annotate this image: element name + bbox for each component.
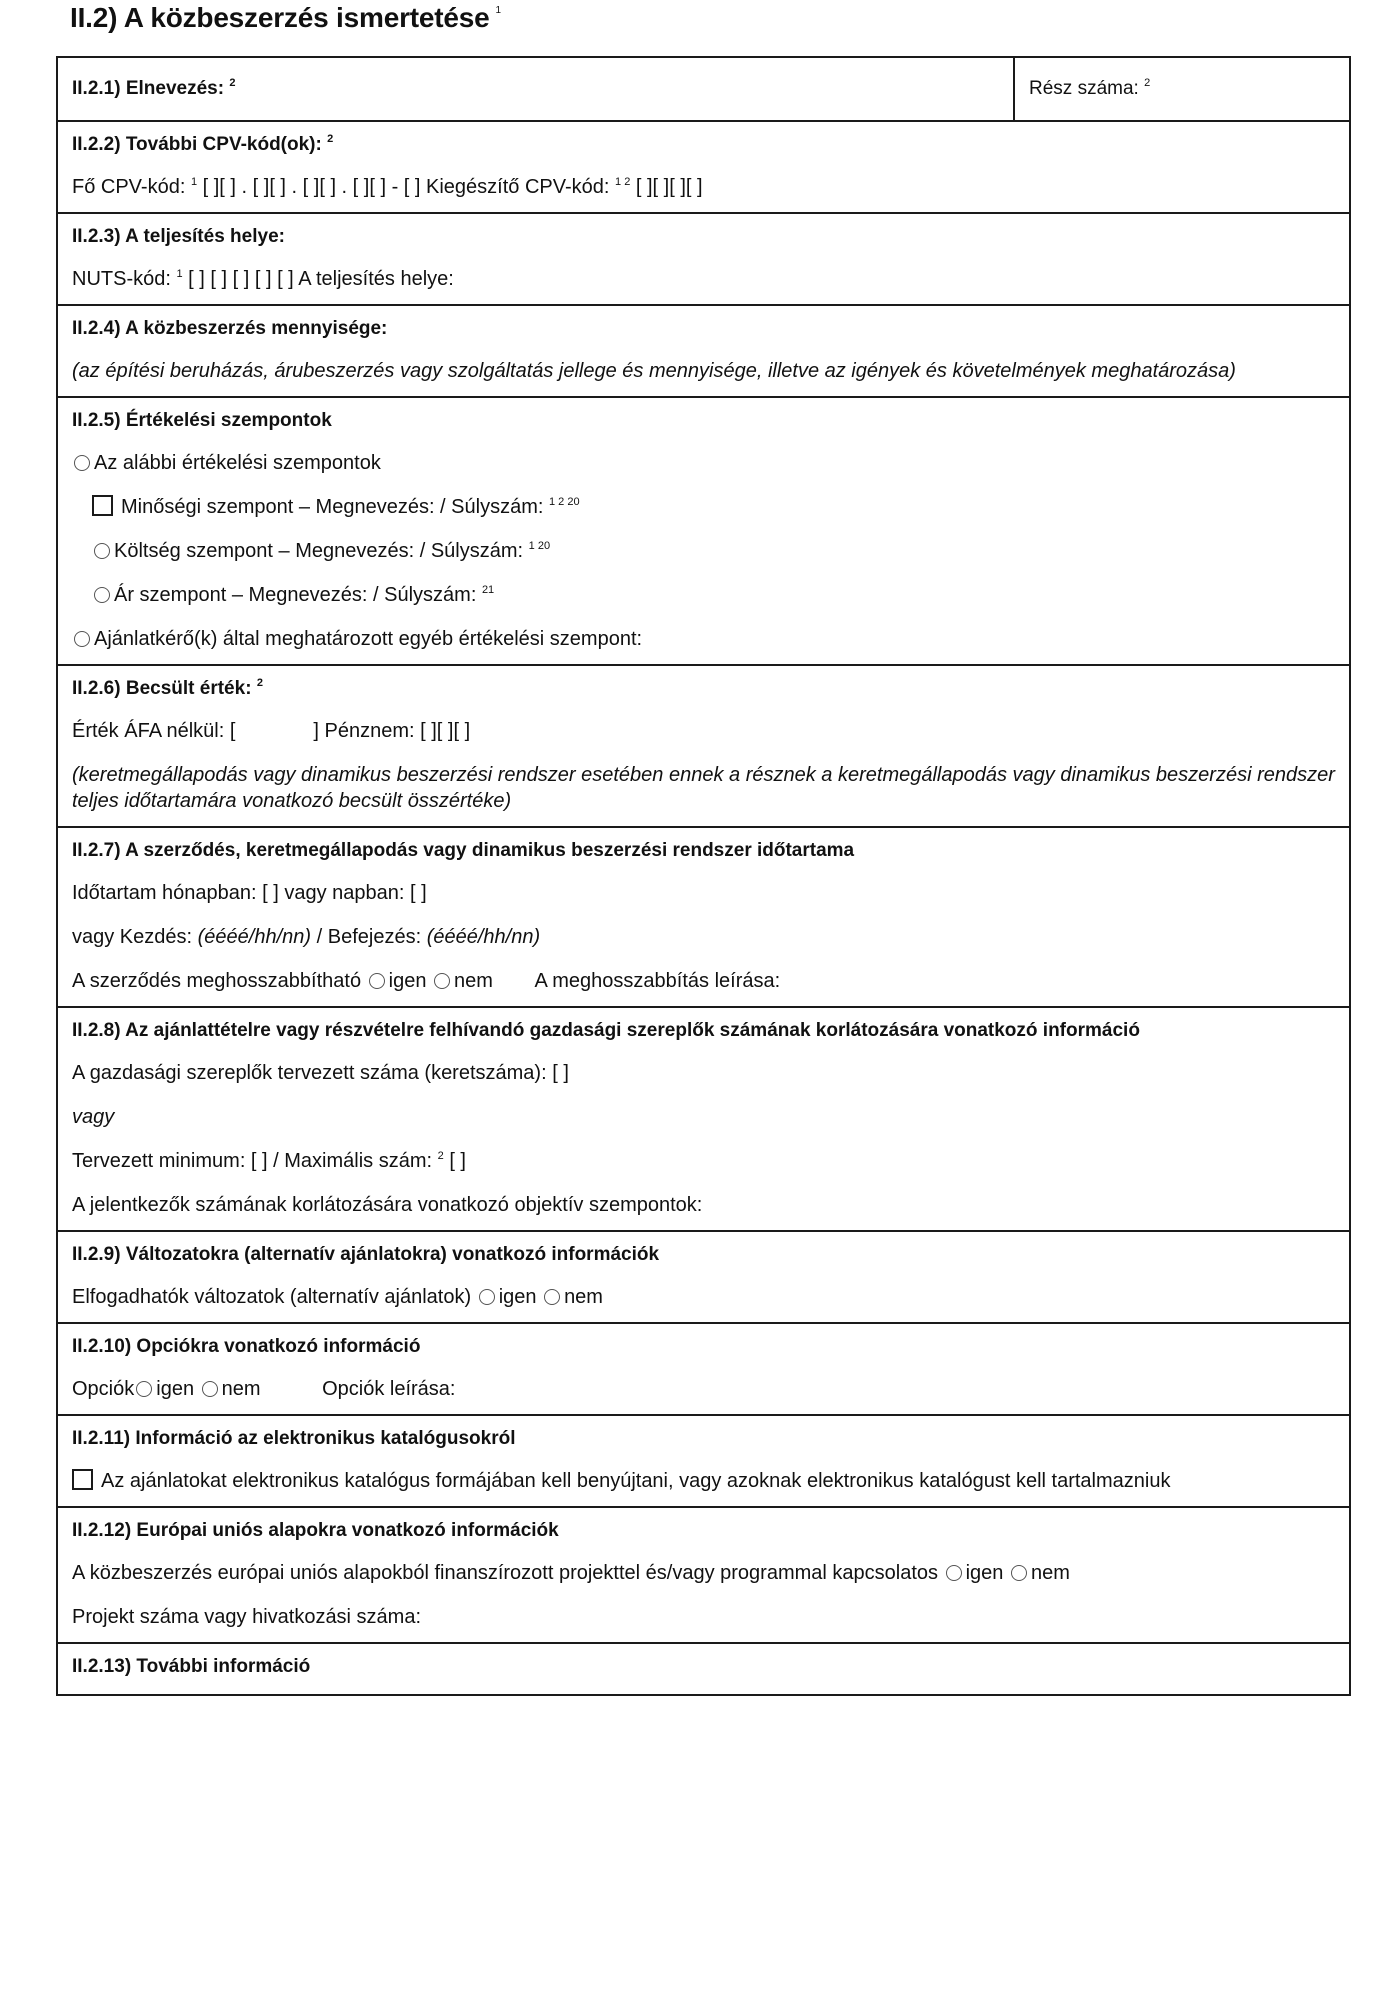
value-note: (keretmegállapodás vagy dinamikus beszerzési rendszer esetében ennek a résznek a keretmegállapodás vagy dinamikus beszerzési rendszer teljes időtartamára vonatkozó becsült összértéke) xyxy=(72,764,1335,812)
section-award-criteria xyxy=(58,396,1349,664)
section-options-label: II.2.10) Opciókra vonatkozó információ xyxy=(72,1336,421,1357)
radio-icon[interactable] xyxy=(94,587,110,603)
objective-criteria-line[interactable]: A jelentkezők számának korlátozására vonatkozó objektív szempontok: xyxy=(72,1194,703,1216)
cost-criterion[interactable]: Költség szempont – Megnevezés: / Súlyszám: $^{1 20}$ xyxy=(72,538,1335,564)
section-additional-info xyxy=(58,1642,1349,1694)
start-end-line[interactable]: vagy Kezdés: (éééé/hh/nn) / Befejezés: (éééé/hh/nn) xyxy=(72,926,541,948)
section-award-criteria-label: II.2.5) Értékelési szempontok xyxy=(72,410,332,431)
planned-number-line[interactable]: A gazdasági szereplők tervezett száma (keretszáma): [ ] xyxy=(72,1062,569,1084)
section-catalogues-label: II.2.11) Információ az elektronikus katalógusokról xyxy=(72,1428,516,1449)
checkbox-icon[interactable] xyxy=(72,1469,93,1490)
or-text: vagy xyxy=(72,1106,115,1128)
section-duration-label: II.2.7) A szerződés, keretmegállapodás vagy dinamikus beszerzési rendszer időtartama xyxy=(72,840,855,861)
min-max-line[interactable]: Tervezett minimum: [ ] / Maximális szám: $^2$ [ ] xyxy=(72,1150,466,1172)
cpv-codes-line[interactable]: Fő CPV-kód: $^1$ [ ][ ] . [ ][ ] . [ ][ ] . [ ][ ] - [ ] Kiegészítő CPV-kód: $^{1 2}$ [ ][ ][ ][ ] xyxy=(72,176,703,198)
section-eu-funds-label: II.2.12) Európai uniós alapokra vonatkozó információk xyxy=(72,1520,559,1541)
duration-line[interactable]: Időtartam hónapban: [ ] vagy napban: [ ] xyxy=(72,882,427,904)
section-duration xyxy=(58,826,1349,1006)
nuts-line[interactable]: NUTS-kód: $^1$ [ ] [ ] [ ] [ ] [ ] A teljesítés helye: xyxy=(72,268,454,290)
radio-icon[interactable] xyxy=(946,1565,962,1581)
section-cpv xyxy=(58,120,1349,212)
section-quantity xyxy=(58,304,1349,396)
radio-icon[interactable] xyxy=(1011,1565,1027,1581)
radio-icon[interactable] xyxy=(136,1381,152,1397)
procurement-form xyxy=(56,56,1351,1696)
eu-funds-line[interactable]: A közbeszerzés európai uniós alapokból finanszírozott projekttel és/vagy programmal kapcsolatos igen nem xyxy=(72,1562,1070,1584)
part-number-field[interactable]: Rész száma: $^2$ xyxy=(1029,77,1151,99)
section-name xyxy=(58,58,1349,120)
options-line[interactable]: Opciók igen nem Opciók leírása: xyxy=(72,1378,456,1400)
section-eu-funds xyxy=(58,1506,1349,1642)
radio-icon[interactable] xyxy=(94,543,110,559)
catalogue-line[interactable]: Az ajánlatokat elektronikus katalógus formájában kell benyújtani, vagy azoknak elektronikus katalógust kell tartalmazniuk xyxy=(72,1468,1335,1494)
section-candidates-limit xyxy=(58,1006,1349,1230)
section-options xyxy=(58,1322,1349,1414)
checkbox-icon[interactable] xyxy=(92,495,113,516)
quality-criterion[interactable]: Minőségi szempont – Megnevezés: / Súlyszám: $^{1 2 20}$ xyxy=(72,494,1335,520)
section-additional-info-label: II.2.13) További információ xyxy=(72,1656,311,1677)
section-quantity-label: II.2.4) A közbeszerzés mennyisége: xyxy=(72,318,388,339)
criteria-option-below[interactable]: Az alábbi értékelési szempontok xyxy=(72,450,1335,476)
radio-icon[interactable] xyxy=(434,973,450,989)
section-estimated-value-label: II.2.6) Becsült érték: $^2$ xyxy=(72,677,263,699)
section-catalogues xyxy=(58,1414,1349,1506)
section-place-label: II.2.3) A teljesítés helye: xyxy=(72,226,285,247)
price-criterion[interactable]: Ár szempont – Megnevezés: / Súlyszám: $^{21}$ xyxy=(72,582,1335,608)
criteria-option-other[interactable]: Ajánlatkérő(k) által meghatározott egyéb értékelési szempont: xyxy=(72,626,1335,652)
radio-icon[interactable] xyxy=(369,973,385,989)
section-candidates-limit-label: II.2.8) Az ajánlattételre vagy részvételre felhívandó gazdasági szereplők számának korlátozására vonatkozó információ xyxy=(72,1020,1140,1041)
radio-icon[interactable] xyxy=(74,455,90,471)
radio-icon[interactable] xyxy=(74,631,90,647)
project-number-line[interactable]: Projekt száma vagy hivatkozási száma: xyxy=(72,1606,422,1628)
section-variants xyxy=(58,1230,1349,1322)
page-title: II.2) A közbeszerzés ismertetése $^1$ xyxy=(70,2,501,33)
section-cpv-label: II.2.2) További CPV-kód(ok): $^2$ xyxy=(72,133,334,155)
section-variants-label: II.2.9) Változatokra (alternatív ajánlatokra) vonatkozó információk xyxy=(72,1244,660,1265)
section-place xyxy=(58,212,1349,304)
radio-icon[interactable] xyxy=(479,1289,495,1305)
variants-line[interactable]: Elfogadhatók változatok (alternatív ajánlatok) igen nem xyxy=(72,1286,603,1308)
section-estimated-value xyxy=(58,664,1349,826)
value-line[interactable]: Érték ÁFA nélkül: [ ] Pénznem: [ ][ ][ ] xyxy=(72,720,471,742)
renewal-line[interactable]: A szerződés meghosszabbítható igen nem A meghosszabbítás leírása: xyxy=(72,970,781,992)
radio-icon[interactable] xyxy=(202,1381,218,1397)
quantity-note: (az építési beruházás, árubeszerzés vagy szolgáltatás jellege és mennyisége, illetve az igények és követelmények meghatározása) xyxy=(72,360,1236,382)
section-name-label: II.2.1) Elnevezés: $^2$ xyxy=(72,77,236,99)
radio-icon[interactable] xyxy=(544,1289,560,1305)
